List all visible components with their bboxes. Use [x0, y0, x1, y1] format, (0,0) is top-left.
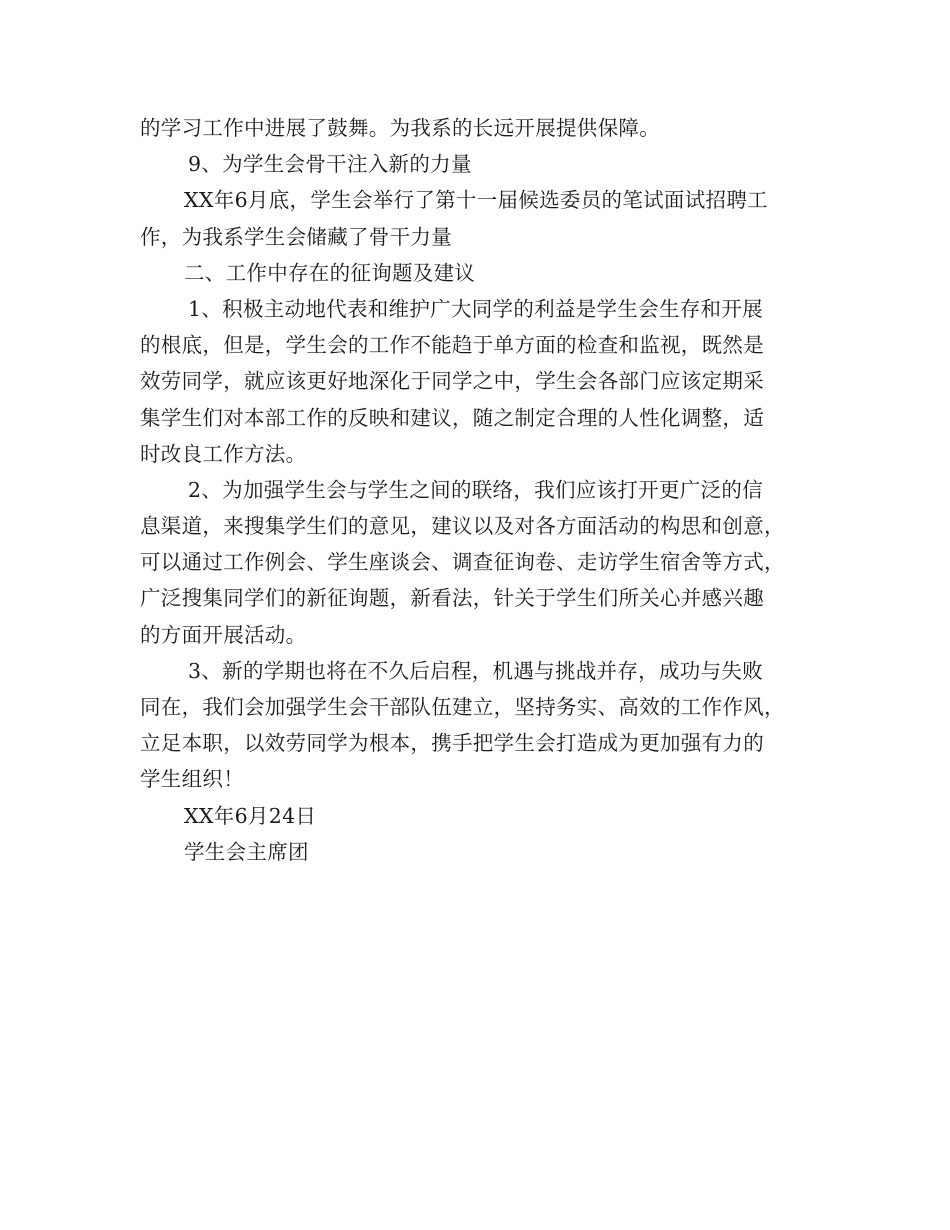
signature-organization: 学生会主席团 — [184, 839, 309, 864]
body-line: 立足本职，以效劳同学为根本，携手把学生会打造成为更加强有力的 — [140, 731, 764, 756]
body-line: 可以通过工作例会、学生座谈会、调查征询卷、走访学生宿舍等方式， — [140, 550, 785, 575]
body-line: 3、新的学期也将在不久后启程，机遇与挑战并存，成功与失败 — [188, 658, 763, 683]
body-line: 学生组织！ — [140, 767, 244, 792]
document-body — [140, 110, 820, 870]
body-line: 效劳同学，就应该更好地深化于同学之中，学生会各部门应该定期采 — [140, 369, 764, 394]
body-line: XX年6月底，学生会举行了第十一届候选委员的笔试面试招聘工 — [184, 188, 768, 213]
body-line: 2、为加强学生会与学生之间的联络，我们应该打开更广泛的信 — [188, 477, 763, 502]
body-line: 的学习工作中进展了鼓舞。为我系的长远开展提供保障。 — [140, 116, 660, 140]
body-line: 的根底，但是，学生会的工作不能趋于单方面的检查和监视，既然是 — [140, 333, 764, 358]
section-heading-9: 9、为学生会骨干注入新的力量 — [188, 152, 472, 177]
body-line: 息渠道，来搜集学生们的意见，建议以及对各方面活动的构思和创意， — [140, 514, 785, 539]
body-line: 集学生们对本部工作的反映和建议，随之制定合理的人性化调整，适 — [140, 405, 764, 430]
body-line: 1、积极主动地代表和维护广大同学的利益是学生会生存和开展 — [188, 296, 763, 321]
body-line: 作，为我系学生会储藏了骨干力量 — [140, 224, 452, 249]
signature-date: XX年6月24日 — [184, 803, 317, 828]
section-heading-2: 二、工作中存在的征询题及建议 — [184, 260, 476, 285]
body-line: 同在，我们会加强学生会干部队伍建立，坚持务实、高效的工作作风， — [140, 695, 785, 719]
body-line: 广泛搜集同学们的新征询题，新看法，针关于学生们所关心并感兴趣 — [140, 586, 764, 611]
body-line: 的方面开展活动。 — [140, 622, 307, 647]
body-line: 时改良工作方法。 — [140, 441, 307, 466]
